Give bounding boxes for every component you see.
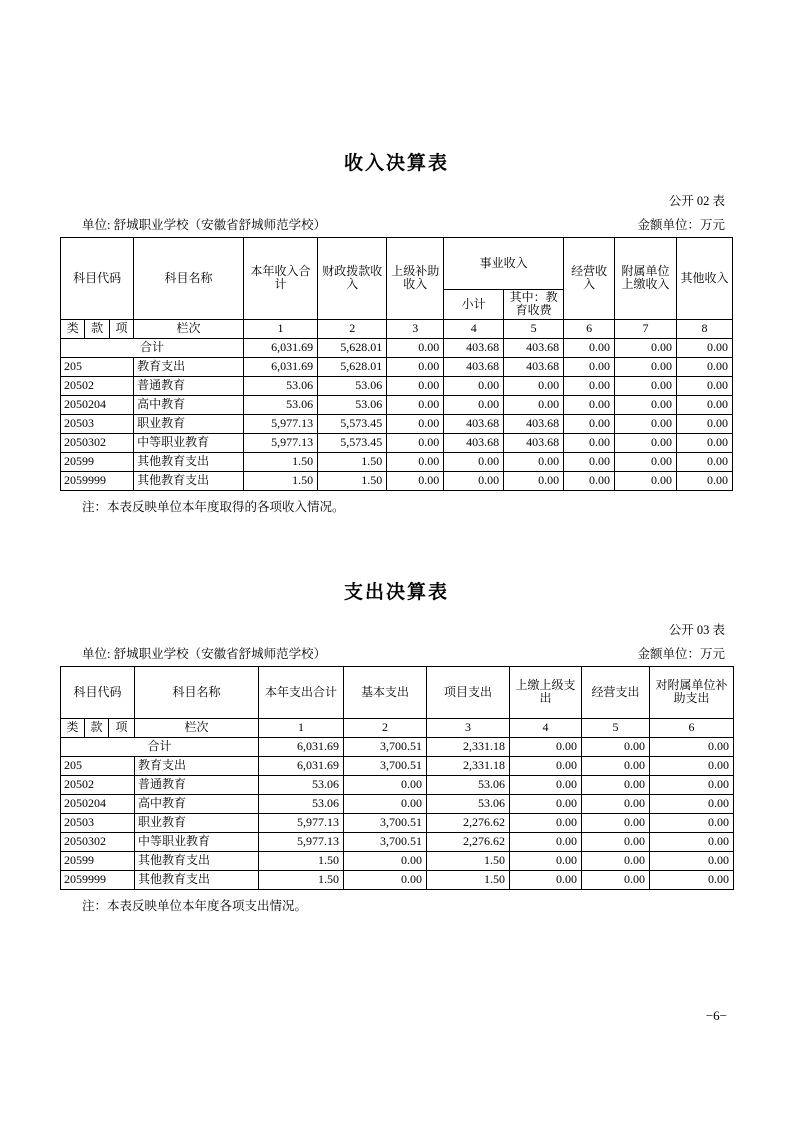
income-form-number: 公开 02 表 [668, 194, 725, 208]
income-row-value: 0.00 [614, 357, 676, 376]
income-total-value: 0.00 [614, 338, 676, 357]
income-row-value: 0.00 [387, 357, 444, 376]
income-row-value: 403.68 [504, 414, 564, 433]
expense-total-value: 6,031.69 [259, 737, 344, 756]
expense-colnum: 4 [510, 718, 582, 737]
expense-header-basic: 基本支出 [344, 666, 427, 718]
income-row-value: 53.06 [318, 376, 387, 395]
expense-header-superior-paid: 上缴上级支出 [510, 666, 582, 718]
table-row [61, 851, 734, 870]
income-row-value: 0.00 [564, 452, 615, 471]
income-row-value: 5,628.01 [318, 357, 387, 376]
income-row-value: 0.00 [387, 395, 444, 414]
income-header-total: 本年收入合计 [243, 238, 317, 320]
income-row-value: 403.68 [444, 433, 504, 452]
expense-row-value: 2,276.62 [427, 832, 510, 851]
income-row-value: 1.50 [243, 471, 317, 490]
income-row-name: 教育支出 [134, 357, 244, 376]
table-row [61, 471, 733, 490]
expense-colnum: 5 [582, 718, 650, 737]
table-row [61, 870, 734, 889]
income-total-value: 5,628.01 [318, 338, 387, 357]
expense-total-value: 0.00 [510, 737, 582, 756]
expense-row-value: 3,700.51 [344, 756, 427, 775]
expense-row-value: 0.00 [344, 870, 427, 889]
expense-row-value: 0.00 [582, 813, 650, 832]
expense-row-value: 53.06 [259, 794, 344, 813]
expense-row-value: 0.00 [344, 851, 427, 870]
income-table-note: 注：本表反映单位本年度取得的各项收入情况。 [82, 499, 345, 514]
expense-row-value: 0.00 [510, 775, 582, 794]
income-colnum: 1 [243, 319, 317, 338]
income-row-name: 高中教育 [134, 395, 244, 414]
expense-total-value: 0.00 [650, 737, 734, 756]
income-row-value: 6,031.69 [243, 357, 317, 376]
expense-row-value: 0.00 [510, 813, 582, 832]
expense-row-value: 0.00 [650, 775, 734, 794]
expense-row-value: 0.00 [582, 794, 650, 813]
income-row-value: 0.00 [564, 376, 615, 395]
income-section [60, 0, 733, 515]
income-total-label: 合计 [61, 338, 244, 357]
income-header-xiang: 项 [109, 319, 133, 338]
table-row [61, 357, 733, 376]
expense-row-value: 0.00 [582, 851, 650, 870]
expense-row-value: 0.00 [582, 775, 650, 794]
income-colnum: 7 [614, 319, 676, 338]
income-row-value: 0.00 [614, 414, 676, 433]
expense-meta-row [60, 644, 733, 662]
income-row-value: 0.00 [387, 376, 444, 395]
expense-row-value: 0.00 [582, 832, 650, 851]
expense-form-number: 公开 03 表 [668, 622, 725, 637]
income-row-value: 0.00 [564, 414, 615, 433]
table-row [61, 414, 733, 433]
income-row-value: 0.00 [676, 395, 732, 414]
expense-row-value: 0.00 [582, 870, 650, 889]
income-row-value: 0.00 [676, 471, 732, 490]
income-row-name: 其他教育支出 [134, 471, 244, 490]
income-row-value: 1.50 [318, 452, 387, 471]
income-row-value: 53.06 [243, 376, 317, 395]
income-row-value: 0.00 [504, 452, 564, 471]
expense-row-value: 0.00 [510, 832, 582, 851]
expense-row-name: 教育支出 [135, 756, 259, 775]
income-row-value: 0.00 [676, 357, 732, 376]
income-row-value: 0.00 [504, 395, 564, 414]
income-row-value: 0.00 [564, 357, 615, 376]
income-row-code: 2050204 [61, 395, 134, 414]
income-header-column-row: 栏次 [134, 319, 244, 338]
income-header-fiscal: 财政拨款收入 [318, 238, 387, 320]
income-row-value: 5,977.13 [243, 414, 317, 433]
expense-header-xiang: 项 [109, 718, 135, 737]
table-row [61, 832, 734, 851]
table-row [61, 433, 733, 452]
income-header-business: 事业收入 [444, 238, 564, 290]
expense-row-value: 2,276.62 [427, 813, 510, 832]
expense-row-value: 53.06 [259, 775, 344, 794]
income-row-code: 2050302 [61, 433, 134, 452]
expense-row-code: 2059999 [61, 870, 135, 889]
expense-header-operating: 经营支出 [582, 666, 650, 718]
income-header-operating: 经营收入 [564, 238, 615, 320]
income-row-name: 其他教育支出 [134, 452, 244, 471]
expense-header-project: 项目支出 [427, 666, 510, 718]
expense-row-value: 0.00 [650, 794, 734, 813]
expense-row-name: 其他教育支出 [135, 870, 259, 889]
income-row-value: 0.00 [564, 395, 615, 414]
expense-row-value: 6,031.69 [259, 756, 344, 775]
income-row-value: 0.00 [564, 471, 615, 490]
expense-row-value: 5,977.13 [259, 813, 344, 832]
expense-colnum: 2 [344, 718, 427, 737]
income-row-code: 2059999 [61, 471, 134, 490]
expense-row-value: 1.50 [427, 851, 510, 870]
expense-row-code: 20503 [61, 813, 135, 832]
income-row-value: 5,573.45 [318, 433, 387, 452]
expense-unit-label: 单位: 舒城职业学校（安徽省舒城师范学校） [82, 646, 327, 661]
income-row-value: 0.00 [504, 471, 564, 490]
expense-amount-unit: 金额单位：万元 [637, 646, 725, 661]
income-row-value: 0.00 [504, 376, 564, 395]
table-row [61, 452, 733, 471]
income-row-value: 0.00 [614, 395, 676, 414]
income-row-value: 403.68 [444, 357, 504, 376]
income-table [60, 237, 733, 491]
income-total-value: 403.68 [504, 338, 564, 357]
expense-total-row [61, 737, 734, 756]
expense-colnum: 1 [259, 718, 344, 737]
income-total-value: 0.00 [564, 338, 615, 357]
income-total-value: 6,031.69 [243, 338, 317, 357]
expense-column-number-row [61, 718, 734, 737]
expense-table-title: 支出决算表 [343, 581, 449, 603]
income-header-business-sub: 小计 [444, 290, 504, 320]
income-row-name: 中等职业教育 [134, 433, 244, 452]
expense-colnum: 6 [650, 718, 734, 737]
expense-row-code: 20502 [61, 775, 135, 794]
income-row-value: 5,573.45 [318, 414, 387, 433]
table-row [61, 376, 733, 395]
income-row-value: 0.00 [444, 395, 504, 414]
expense-row-value: 53.06 [427, 775, 510, 794]
income-meta-row [60, 215, 733, 233]
income-colnum: 3 [387, 319, 444, 338]
expense-row-code: 20599 [61, 851, 135, 870]
income-row-value: 5,977.13 [243, 433, 317, 452]
expense-total-value: 3,700.51 [344, 737, 427, 756]
income-header-superior: 上级补助收入 [387, 238, 444, 320]
expense-header-name: 科目名称 [135, 666, 259, 718]
income-row-value: 0.00 [614, 452, 676, 471]
income-row-value: 53.06 [318, 395, 387, 414]
expense-row-value: 5,977.13 [259, 832, 344, 851]
expense-row-value: 2,331.18 [427, 756, 510, 775]
expense-row-code: 2050302 [61, 832, 135, 851]
expense-table-note: 注：本表反映单位本年度各项支出情况。 [82, 898, 308, 913]
income-row-value: 0.00 [676, 433, 732, 452]
expense-row-value: 53.06 [427, 794, 510, 813]
income-row-name: 职业教育 [134, 414, 244, 433]
income-table-title: 收入决算表 [343, 153, 449, 174]
expense-header-kuan: 款 [85, 718, 109, 737]
expense-row-name: 中等职业教育 [135, 832, 259, 851]
income-row-code: 20503 [61, 414, 134, 433]
expense-row-value: 0.00 [650, 832, 734, 851]
expense-row-value: 1.50 [259, 870, 344, 889]
expense-row-value: 0.00 [510, 851, 582, 870]
expense-total-label: 合计 [61, 737, 259, 756]
income-header-kuan: 款 [85, 319, 109, 338]
income-row-value: 0.00 [676, 452, 732, 471]
income-row-value: 403.68 [504, 357, 564, 376]
income-colnum: 2 [318, 319, 387, 338]
income-total-value: 403.68 [444, 338, 504, 357]
income-row-value: 0.00 [444, 471, 504, 490]
expense-row-value: 3,700.51 [344, 813, 427, 832]
income-row-value: 0.00 [614, 376, 676, 395]
expense-row-value: 0.00 [650, 851, 734, 870]
income-row-value: 0.00 [614, 433, 676, 452]
income-row-value: 53.06 [243, 395, 317, 414]
expense-colnum: 3 [427, 718, 510, 737]
income-column-number-row [61, 319, 733, 338]
income-row-code: 205 [61, 357, 134, 376]
expense-row-value: 0.00 [510, 794, 582, 813]
income-total-value: 0.00 [676, 338, 732, 357]
income-row-value: 0.00 [444, 452, 504, 471]
income-row-value: 1.50 [318, 471, 387, 490]
income-header-affiliated: 附属单位上缴收入 [614, 238, 676, 320]
income-header-business-edu: 其中：教育收费 [504, 290, 564, 320]
expense-row-value: 0.00 [582, 756, 650, 775]
table-row [61, 775, 734, 794]
income-row-value: 0.00 [387, 433, 444, 452]
income-row-code: 20502 [61, 376, 134, 395]
expense-total-value: 0.00 [582, 737, 650, 756]
income-amount-unit: 金额单位：万元 [637, 218, 725, 232]
income-row-code: 20599 [61, 452, 134, 471]
expense-total-value: 2,331.18 [427, 737, 510, 756]
expense-header-lei: 类 [61, 718, 85, 737]
income-row-name: 普通教育 [134, 376, 244, 395]
expense-row-value: 0.00 [650, 870, 734, 889]
expense-row-value: 1.50 [427, 870, 510, 889]
expense-row-value: 0.00 [344, 794, 427, 813]
income-header-other: 其他收入 [676, 238, 732, 320]
income-colnum: 4 [444, 319, 504, 338]
expense-row-name: 普通教育 [135, 775, 259, 794]
expense-row-value: 0.00 [650, 813, 734, 832]
income-row-value: 1.50 [243, 452, 317, 471]
expense-row-value: 0.00 [510, 756, 582, 775]
expense-row-name: 职业教育 [135, 813, 259, 832]
expense-header-row-1 [61, 666, 734, 718]
expense-header-affiliated-sub: 对附属单位补助支出 [650, 666, 734, 718]
expense-header-column-row: 栏次 [135, 718, 259, 737]
table-row [61, 395, 733, 414]
expense-row-name: 高中教育 [135, 794, 259, 813]
income-row-value: 0.00 [444, 376, 504, 395]
expense-row-value: 3,700.51 [344, 832, 427, 851]
expense-section [60, 515, 733, 914]
income-total-value: 0.00 [387, 338, 444, 357]
income-row-value: 0.00 [387, 471, 444, 490]
table-row [61, 756, 734, 775]
income-header-name: 科目名称 [134, 238, 244, 320]
expense-table [60, 666, 734, 890]
table-row [61, 794, 734, 813]
income-row-value: 403.68 [444, 414, 504, 433]
expense-row-value: 1.50 [259, 851, 344, 870]
income-row-value: 403.68 [504, 433, 564, 452]
income-colnum: 6 [564, 319, 615, 338]
income-header-lei: 类 [61, 319, 85, 338]
income-row-value: 0.00 [614, 471, 676, 490]
income-row-value: 0.00 [676, 376, 732, 395]
income-row-value: 0.00 [387, 414, 444, 433]
expense-header-total: 本年支出合计 [259, 666, 344, 718]
expense-row-value: 0.00 [650, 756, 734, 775]
expense-row-name: 其他教育支出 [135, 851, 259, 870]
income-total-row [61, 338, 733, 357]
income-header-code: 科目代码 [61, 238, 134, 320]
expense-row-code: 205 [61, 756, 135, 775]
page-number: −6− [705, 1008, 727, 1023]
income-header-row-1 [61, 238, 733, 290]
expense-header-code: 科目代码 [61, 666, 135, 718]
income-unit-label: 单位: 舒城职业学校（安徽省舒城师范学校） [82, 218, 327, 232]
income-row-value: 0.00 [676, 414, 732, 433]
expense-row-value: 0.00 [510, 870, 582, 889]
income-colnum: 5 [504, 319, 564, 338]
income-row-value: 0.00 [387, 452, 444, 471]
table-row [61, 813, 734, 832]
expense-row-value: 0.00 [344, 775, 427, 794]
income-colnum: 8 [676, 319, 732, 338]
expense-row-code: 2050204 [61, 794, 135, 813]
income-row-value: 0.00 [564, 433, 615, 452]
